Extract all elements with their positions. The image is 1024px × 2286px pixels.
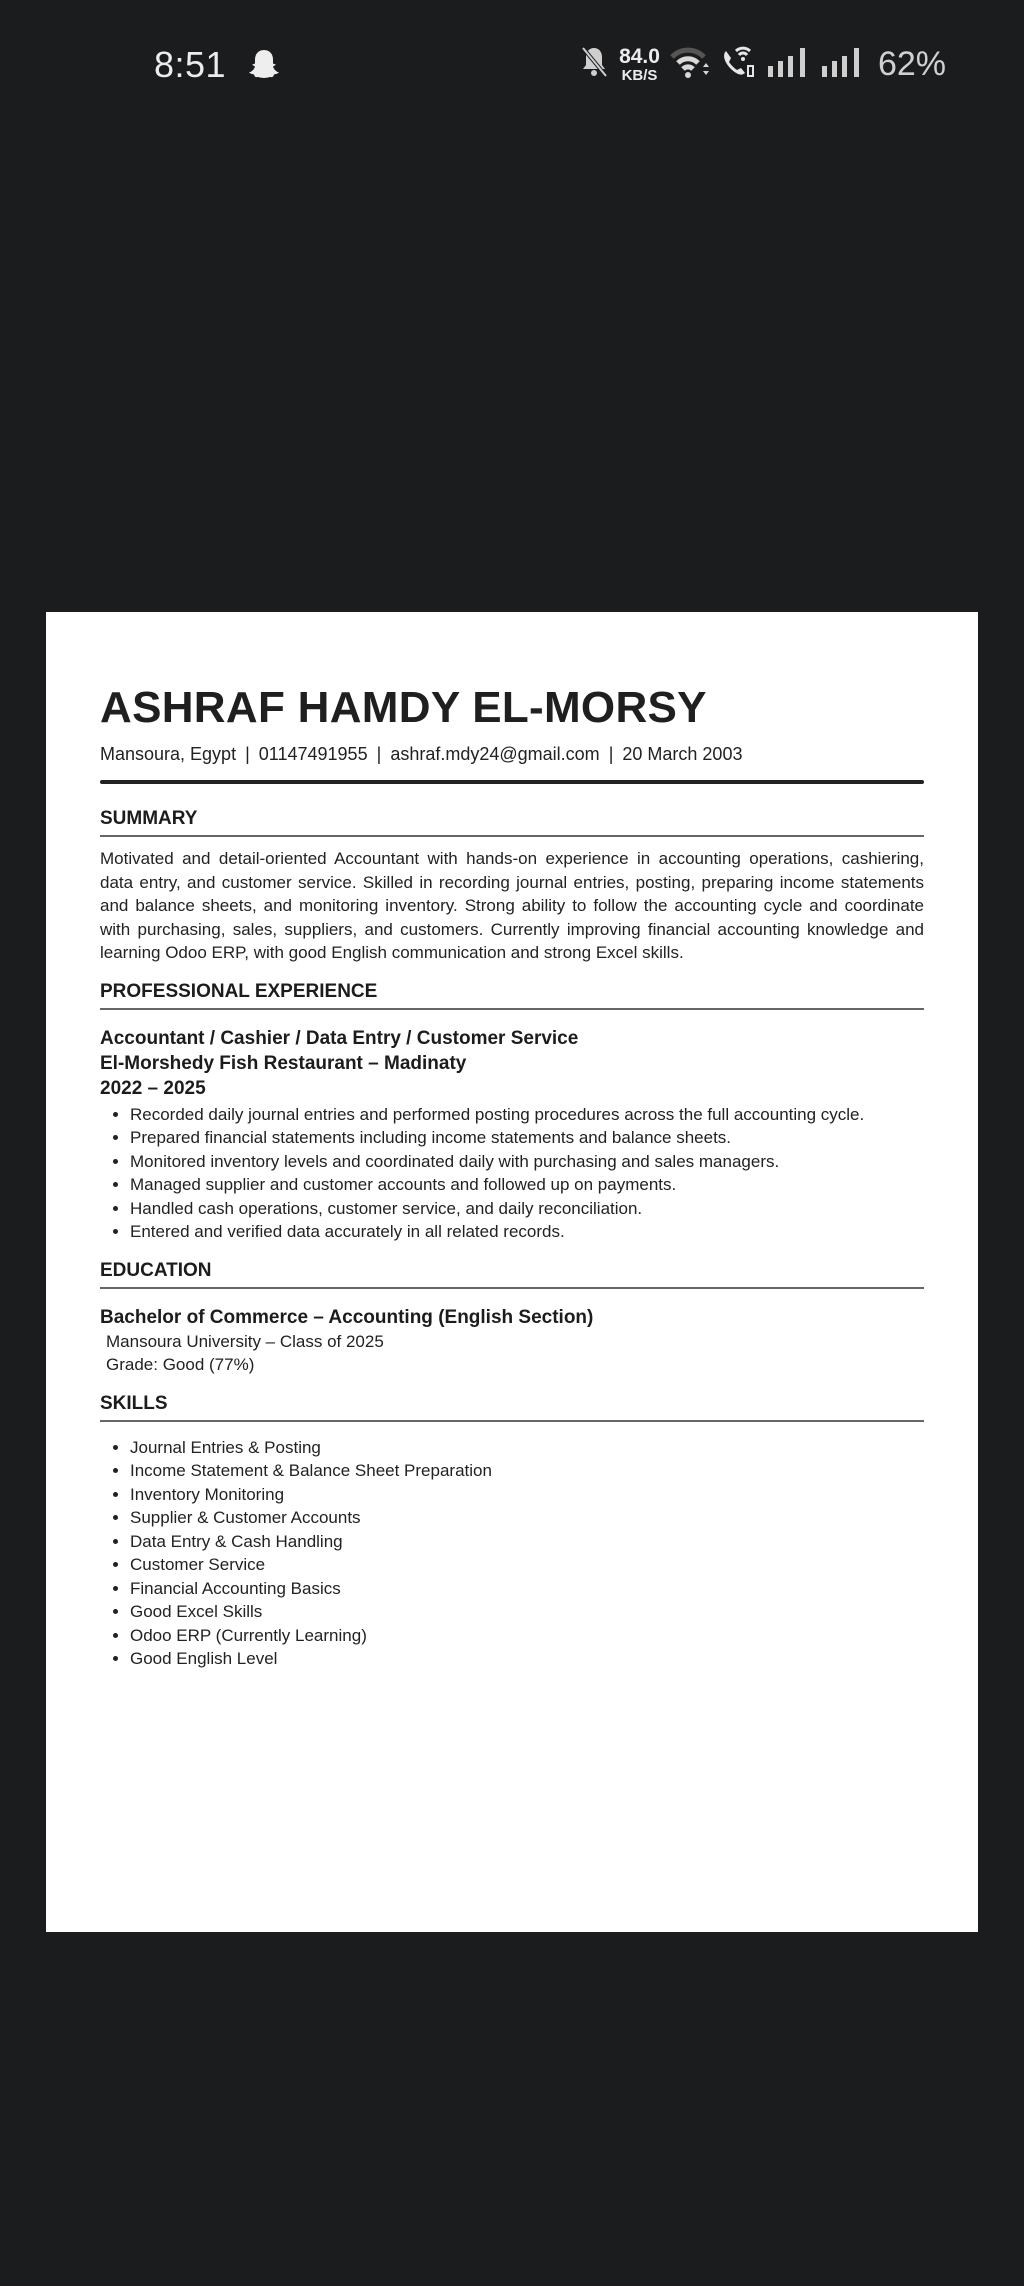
skill-item: • Supplier & Customer Accounts [130, 1506, 924, 1530]
summary-heading: SUMMARY [100, 808, 198, 829]
skill-item: • Customer Service [130, 1553, 924, 1577]
job-entry [100, 1026, 924, 1244]
skill-item: • Good English Level [130, 1647, 924, 1671]
contact-separator: | [608, 744, 614, 764]
section-divider [100, 1008, 924, 1010]
contact-phone: 01147491955 [258, 744, 368, 764]
job-company: El-Morshedy Fish Restaurant – Madinaty [100, 1052, 467, 1074]
summary-text: Motivated and detail-oriented Accountant with hands-on experience in accounting operations, cashiering, data entry, and customer service. Skilled in recording journal entries, posting, preparing income statements and balance sheets, and monitoring inventory. Strong ability to follow the accounting cycle and coordinate with purchasing, sales, suppliers, and customers. Currently improving financial accounting knowledge and learning Odoo ERP, with good English communication and strong Excel skills. [100, 849, 924, 962]
snapchat-ghost-icon [248, 48, 280, 82]
education-heading: EDUCATION [100, 1259, 212, 1281]
clock: 8:51 [154, 44, 227, 85]
contact-location: Mansoura, Egypt [100, 744, 237, 764]
job-bullet: • Handled cash operations, customer service, and daily reconciliation. [130, 1197, 924, 1221]
contact-email: ashraf.mdy24@gmail.com [390, 744, 600, 764]
job-dates: 2022 – 2025 [100, 1077, 206, 1099]
contact-birth-date: 20 March 2003 [622, 744, 743, 764]
network-speed-value: 84.0 [619, 45, 660, 68]
resume-name: ASHRAF HAMDY EL-MORSY [100, 683, 707, 732]
contact-line [100, 742, 924, 766]
status-bar [0, 0, 1024, 130]
network-speed-unit: KB/S [621, 67, 658, 84]
education-grade: Grade: Good (77%) [106, 1355, 255, 1374]
education-institution: Mansoura University – Class of 2025 [106, 1331, 384, 1351]
skill-item: • Income Statement & Balance Sheet Preparation [130, 1459, 924, 1483]
job-bullet: • Entered and verified data accurately in all related records. [130, 1220, 924, 1244]
network-speed [619, 46, 660, 83]
skill-item: • Data Entry & Cash Handling [130, 1530, 924, 1554]
wifi-icon [670, 45, 710, 84]
job-bullet: • Monitored inventory levels and coordinated daily with purchasing and sales managers. [130, 1150, 924, 1174]
job-bullet: • Recorded daily journal entries and performed posting procedures across the full accounting cycle. [130, 1103, 924, 1127]
job-bullet: • Managed supplier and customer accounts and followed up on payments. [130, 1173, 924, 1197]
skills-list [100, 1436, 924, 1671]
education-degree: Bachelor of Commerce – Accounting (English Section) [100, 1306, 594, 1328]
skill-item: • Good Excel Skills [130, 1600, 924, 1624]
section-divider [100, 1420, 924, 1422]
signal-icon-2 [820, 46, 864, 83]
wifi-calling-icon [720, 45, 756, 84]
skill-item: • Financial Accounting Basics [130, 1577, 924, 1601]
bell-muted-icon [579, 44, 609, 85]
contact-separator: | [376, 744, 382, 764]
section-divider [100, 835, 924, 837]
status-right [579, 44, 946, 85]
header-divider [100, 780, 924, 784]
job-title: Accountant / Cashier / Data Entry / Customer Service [100, 1027, 579, 1049]
section-divider [100, 1287, 924, 1289]
battery-level: 62% [877, 45, 946, 83]
skill-item: • Journal Entries & Posting [130, 1436, 924, 1460]
job-bullet: • Prepared financial statements including income statements and balance sheets. [130, 1126, 924, 1150]
skills-heading: SKILLS [100, 1392, 168, 1414]
contact-separator: | [245, 744, 250, 764]
skill-item: • Inventory Monitoring [130, 1483, 924, 1507]
skill-item: • Odoo ERP (Currently Learning) [130, 1624, 924, 1648]
resume-page [46, 612, 978, 1932]
status-left [154, 44, 280, 86]
job-bullets [100, 1103, 924, 1244]
experience-heading: PROFESSIONAL EXPERIENCE [100, 980, 378, 1002]
signal-icon [766, 46, 810, 83]
